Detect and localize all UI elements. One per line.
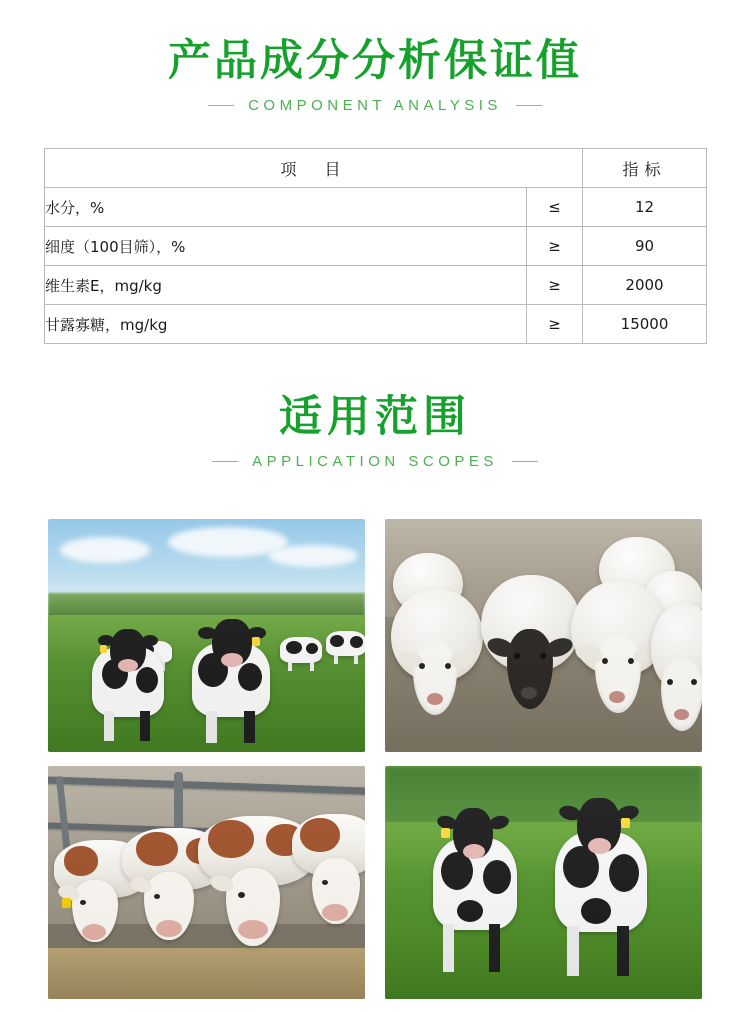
spec-table-body: [45, 188, 707, 344]
calf-figure: [427, 804, 531, 974]
table-row: [45, 266, 707, 305]
cow-leg: [310, 662, 314, 671]
calf-muzzle: [463, 844, 485, 859]
section-heading-application-scopes: [0, 392, 750, 470]
sheep-eye: [540, 653, 546, 659]
cattle-eye: [80, 900, 86, 905]
sheep-figure: [651, 603, 702, 752]
spec-table-head: [45, 149, 707, 188]
cow-patch: [238, 663, 262, 691]
photo-dairy-herd-pasture: [48, 519, 365, 752]
cloud-shape: [60, 537, 150, 563]
cow-ear: [198, 627, 216, 639]
cattle-figure: [292, 814, 365, 934]
cow-muzzle: [118, 659, 138, 672]
cloud-shape: [268, 545, 358, 567]
cow-leg: [334, 655, 338, 664]
column-header-value: 指标: [583, 149, 707, 188]
sheep-eye: [514, 653, 520, 659]
cell-item: 水分，%: [45, 188, 527, 227]
sheep-eye: [667, 679, 673, 685]
cell-symbol: ≥: [527, 227, 583, 266]
cow-figure: [280, 637, 326, 671]
photo-holstein-calves-grass: [385, 766, 702, 999]
cattle-patch: [208, 820, 254, 858]
photo-sheep-flock: [385, 519, 702, 752]
table-row: [45, 188, 707, 227]
section-title-en: COMPONENT ANALYSIS: [248, 97, 502, 114]
application-photo-grid: [48, 519, 702, 999]
sheep-nose: [674, 709, 689, 720]
cow-ear: [142, 635, 158, 646]
cattle-muzzle: [82, 924, 106, 940]
cow-patch: [136, 667, 158, 693]
ear-tag: [441, 828, 450, 838]
ear-tag: [62, 898, 71, 908]
cow-leg: [244, 711, 255, 743]
calf-patch: [609, 854, 639, 892]
sheep-eye: [628, 658, 634, 664]
sheep-eye: [602, 658, 608, 664]
cow-patch: [306, 643, 318, 654]
section-title-cn: 产品成分分析保证值: [168, 36, 582, 86]
sheep-nose: [521, 687, 537, 699]
calf-patch: [483, 860, 511, 894]
calf-leg: [489, 924, 500, 972]
cow-leg: [104, 711, 114, 741]
sheep-nose: [427, 693, 443, 705]
photo-cattle-feeding-rail: [48, 766, 365, 999]
cattle-patch: [136, 832, 178, 866]
spec-table-wrap: [44, 148, 706, 344]
calf-figure: [547, 796, 663, 978]
cattle-patch: [64, 846, 98, 876]
table-header-row: [45, 149, 707, 188]
cattle-patch: [300, 818, 340, 852]
cell-symbol: ≥: [527, 266, 583, 305]
calf-patch: [457, 900, 483, 922]
sheep-eye: [419, 663, 425, 669]
cattle-muzzle: [238, 920, 268, 939]
calf-muzzle: [588, 838, 611, 854]
ear-tag: [252, 637, 260, 646]
rule-left: [208, 105, 234, 106]
cell-item: 细度（100目筛），%: [45, 227, 527, 266]
section-title-cn: 适用范围: [279, 392, 471, 442]
cattle-muzzle: [322, 904, 348, 921]
section-subtitle-row: [0, 97, 750, 114]
cow-figure-front: [184, 615, 282, 743]
sheep-eye: [691, 679, 697, 685]
ear-tag: [621, 818, 630, 828]
cow-figure-front: [84, 623, 176, 743]
cell-symbol: ≥: [527, 305, 583, 344]
calf-leg: [567, 926, 579, 976]
cattle-muzzle: [156, 920, 182, 937]
sheep-eye: [445, 663, 451, 669]
cow-leg: [206, 711, 217, 743]
cow-patch: [350, 636, 363, 648]
cow-figure: [326, 631, 365, 665]
cattle-eye: [322, 880, 328, 885]
calf-leg: [617, 926, 629, 976]
cell-value: 90: [583, 227, 707, 266]
cow-leg: [288, 662, 292, 671]
sheep-nose: [609, 691, 625, 703]
cow-leg: [140, 711, 150, 741]
table-row: [45, 227, 707, 266]
spec-table: [44, 148, 707, 344]
cell-symbol: ≤: [527, 188, 583, 227]
sheep-face: [661, 659, 702, 731]
cell-item: 甘露寡糖，mg/kg: [45, 305, 527, 344]
cow-muzzle: [221, 653, 243, 667]
cattle-eye: [238, 892, 245, 898]
table-row: [45, 305, 707, 344]
calf-leg: [443, 924, 454, 972]
rule-left: [212, 461, 238, 462]
cow-patch: [286, 641, 302, 654]
sheep-figure: [481, 575, 585, 739]
cow-patch: [330, 635, 344, 647]
rule-right: [512, 461, 538, 462]
section-title-en: APPLICATION SCOPES: [252, 453, 498, 470]
cell-item: 维生素E，mg/kg: [45, 266, 527, 305]
column-header-item: 项 目: [45, 149, 583, 188]
sheep-figure: [391, 589, 487, 739]
section-subtitle-row: [0, 453, 750, 470]
cell-value: 15000: [583, 305, 707, 344]
cell-value: 12: [583, 188, 707, 227]
cow-leg: [354, 655, 358, 664]
cell-value: 2000: [583, 266, 707, 305]
calf-patch: [581, 898, 611, 924]
section-heading-component-analysis: [0, 36, 750, 114]
cattle-eye: [154, 894, 160, 899]
rule-right: [516, 105, 542, 106]
ear-tag: [100, 645, 107, 653]
